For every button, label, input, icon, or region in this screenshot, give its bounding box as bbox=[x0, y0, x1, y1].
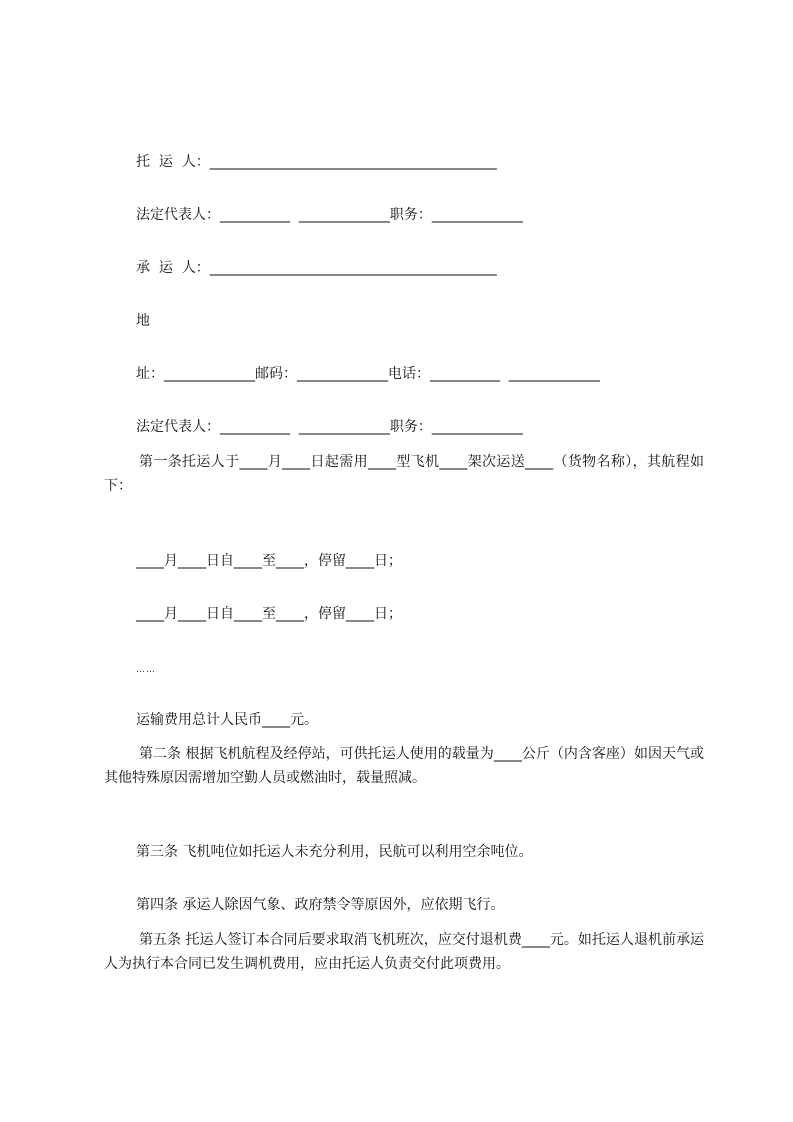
legal-rep-line-2: 法定代表人：__________ _____________职务：_____________ bbox=[136, 419, 523, 435]
address-label: 地 bbox=[136, 313, 150, 329]
article-1: 第一条托运人于____月____日起需用____型飞机____架次运送____（货物名称），其航程如下： bbox=[104, 454, 704, 494]
article-5: 第五条 托运人签订本合同后要求取消飞机班次，应交付退机费____元。如托运人退机前承运人为执行本合同已发生调机费用，应由托运人负责交付此项费用。 bbox=[104, 932, 704, 972]
address-label-row bbox=[0, 291, 793, 351]
carrier-line: 承 运 人：_________________________________________ bbox=[136, 260, 497, 276]
article-2: 第二条 根据飞机航程及经停站，可供托运人使用的载量为____公斤（内含客座）如因天气或其他特殊原因需增加空勤人员或燃油时，载量照减。 bbox=[104, 746, 704, 786]
shipper-row bbox=[0, 132, 793, 192]
article-3-row bbox=[0, 822, 793, 882]
article-4-row bbox=[0, 875, 793, 935]
legal-rep-row-1 bbox=[0, 185, 793, 245]
route-line-2: ____月____日自____至____，停留____日； bbox=[136, 606, 402, 622]
article-3: 第三条 飞机吨位如托运人未充分利用，民航可以利用空余吨位。 bbox=[136, 844, 533, 860]
ellipsis: …… bbox=[136, 665, 156, 675]
shipper-line: 托 运 人：_________________________________________ bbox=[136, 154, 497, 170]
article-4: 第四条 承运人除因气象、政府禁令等原因外，应依期飞行。 bbox=[136, 897, 505, 913]
total-fee-row bbox=[0, 690, 793, 750]
legal-rep-line-1: 法定代表人：__________ _____________职务：_____________ bbox=[136, 207, 523, 223]
address-row bbox=[0, 344, 793, 404]
total-fee-line: 运输费用总计人民币____元。 bbox=[136, 712, 318, 728]
route-line-1: ____月____日自____至____，停留____日； bbox=[136, 553, 402, 569]
carrier-row bbox=[0, 238, 793, 298]
route-row-2 bbox=[0, 584, 793, 644]
route-row-1 bbox=[0, 531, 793, 591]
legal-rep-row-2 bbox=[0, 397, 793, 457]
address-line: 址：_____________邮码：_____________电话：__________ _____________ bbox=[136, 366, 600, 382]
